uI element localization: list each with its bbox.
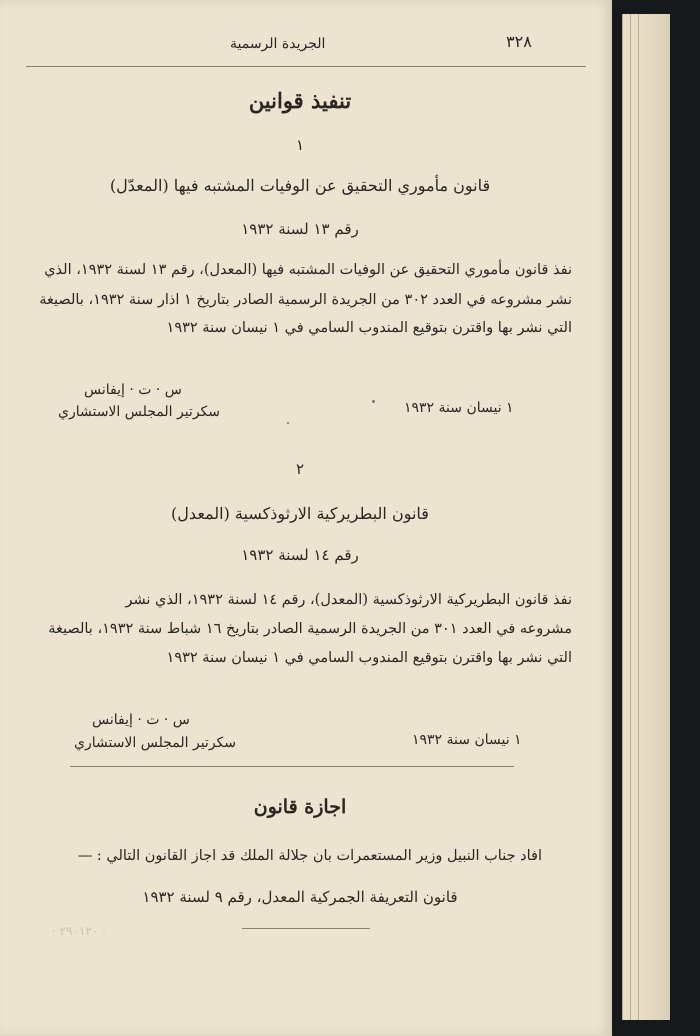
law2-title: قانون البطريركية الارثوذكسية (المعدل) bbox=[171, 504, 429, 523]
law2-body-line: مشروعه في العدد ٣٠١ من الجريدة الرسمية الصادر بتاريخ ١٦ شباط سنة ١٩٣٢، بالصيغة bbox=[48, 621, 572, 637]
section-heading: تنفيذ قوانين bbox=[248, 88, 352, 113]
page-edge-stack bbox=[600, 0, 700, 1036]
closing-rule bbox=[242, 928, 370, 929]
law2-body-line: التي نشر بها واقترن بتوقيع المندوب السامي في ١ نيسان سنة ١٩٣٢ bbox=[166, 650, 572, 666]
law1-sign-name: س · ت · إيفانس bbox=[84, 382, 182, 398]
law2-sign-date: ١ نيسان سنة ١٩٣٢ bbox=[412, 732, 522, 748]
law1-body-line: نفذ قانون مأموري التحقيق عن الوفيات المشتبه فيها (المعدل)، رقم ١٣ لسنة ١٩٣٢، الذي bbox=[44, 262, 572, 278]
law1-title: قانون مأموري التحقيق عن الوفيات المشتبه فيها (المعدّل) bbox=[109, 176, 491, 195]
law1-body-line: نشر مشروعه في العدد ٣٠٢ من الجريدة الرسمية الصادر بتاريخ ١ اذار سنة ١٩٣٢، بالصيغة bbox=[39, 292, 572, 308]
assent-heading: اجازة قانون bbox=[253, 796, 347, 818]
law2-sign-name: س · ت · إيفانس bbox=[92, 712, 190, 728]
running-title: الجريدة الرسمية bbox=[230, 36, 326, 52]
assent-body: افاد جناب النبيل وزير المستعمرات بان جلالة الملك قد اجاز القانون التالي : — bbox=[77, 848, 542, 864]
law2-ref: رقم ١٤ لسنة ١٩٣٢ bbox=[241, 546, 359, 564]
section-divider bbox=[70, 766, 514, 767]
faded-library-stamp: · ٢٩٠١٢٠ · bbox=[52, 924, 106, 938]
law1-number: ١ bbox=[295, 136, 305, 154]
header-rule bbox=[26, 66, 586, 67]
law1-ref: رقم ١٣ لسنة ١٩٣٢ bbox=[241, 220, 359, 238]
page-number: ٣٢٨ bbox=[506, 32, 532, 51]
law2-body-line: نفذ قانون البطريركية الارثوذكسية (المعدل)، رقم ١٤ لسنة ١٩٣٢، الذي نشر bbox=[125, 592, 572, 608]
law1-body-line: التي نشر بها واقترن بتوقيع المندوب السامي في ١ نيسان سنة ١٩٣٢ bbox=[166, 320, 572, 336]
law2-number: ٢ bbox=[295, 460, 305, 478]
law1-sign-title: سكرتير المجلس الاستشاري bbox=[58, 404, 221, 420]
assent-law: قانون التعريفة الجمركية المعدل، رقم ٩ لسنة ١٩٣٢ bbox=[142, 888, 458, 906]
law2-sign-title: سكرتير المجلس الاستشاري bbox=[74, 735, 237, 751]
law1-sign-date: ١ نيسان سنة ١٩٣٢ bbox=[404, 400, 514, 416]
